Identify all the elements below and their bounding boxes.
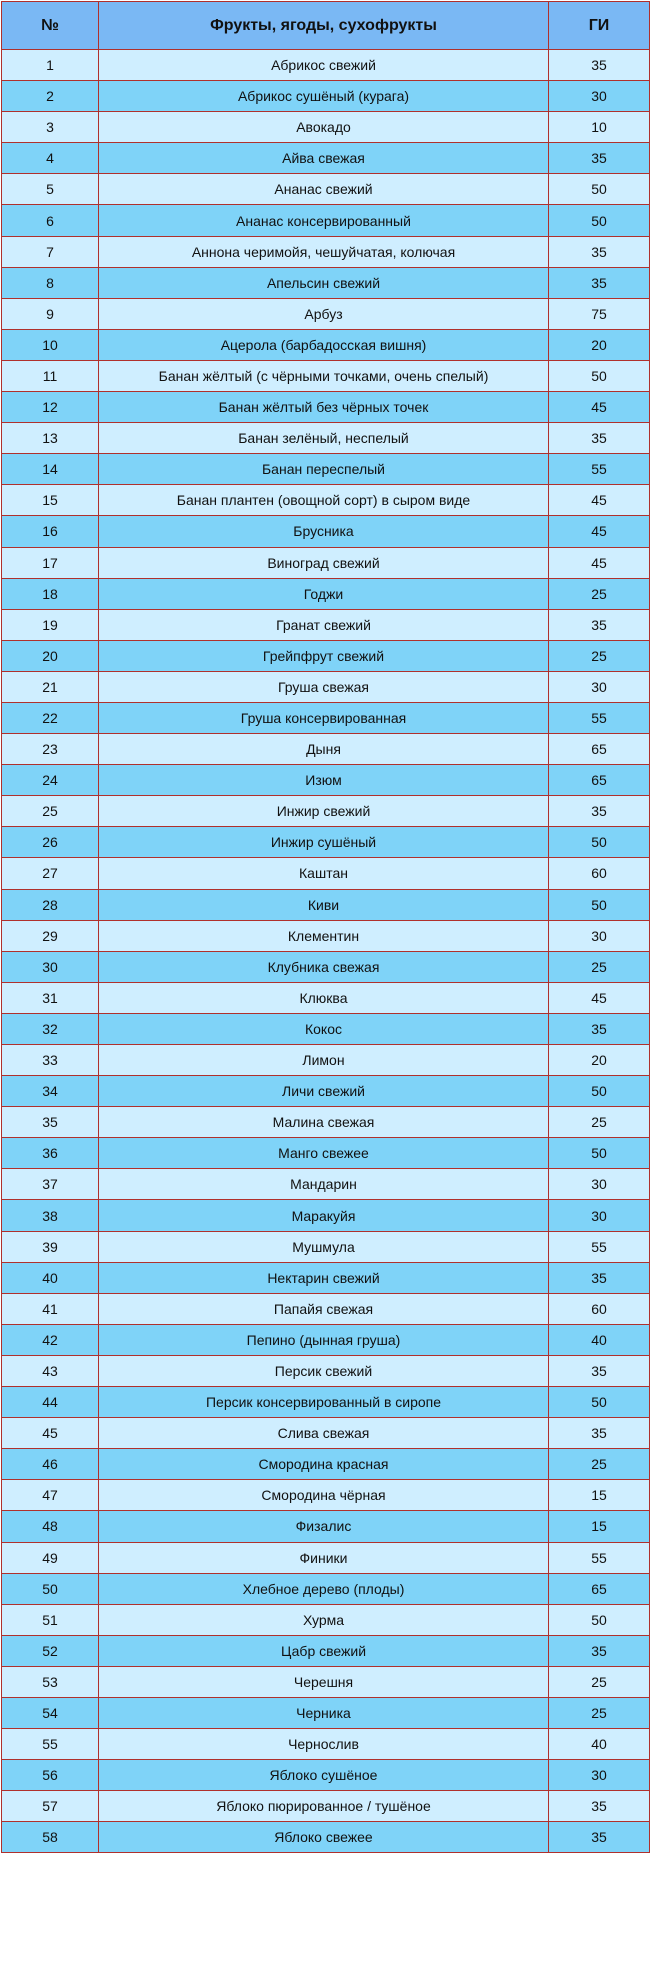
cell-product-name: Персик консервированный в сиропе: [99, 1387, 549, 1418]
cell-number: 35: [2, 1107, 99, 1138]
cell-glycemic-index: 15: [549, 1480, 650, 1511]
table-row: [2, 1418, 650, 1449]
cell-number: 6: [2, 205, 99, 236]
table-row: [2, 734, 650, 765]
cell-number: 50: [2, 1573, 99, 1604]
cell-number: 45: [2, 1418, 99, 1449]
cell-product-name: Лимон: [99, 1045, 549, 1076]
cell-number: 32: [2, 1013, 99, 1044]
cell-number: 39: [2, 1231, 99, 1262]
cell-glycemic-index: 55: [549, 1542, 650, 1573]
cell-product-name: Личи свежий: [99, 1076, 549, 1107]
header-glycemic-index: ГИ: [549, 2, 650, 50]
cell-glycemic-index: 40: [549, 1324, 650, 1355]
cell-number: 31: [2, 982, 99, 1013]
header-number: №: [2, 2, 99, 50]
cell-glycemic-index: 35: [549, 1355, 650, 1386]
cell-glycemic-index: 45: [549, 982, 650, 1013]
cell-product-name: Маракуйя: [99, 1200, 549, 1231]
cell-number: 56: [2, 1760, 99, 1791]
cell-number: 30: [2, 951, 99, 982]
table-row: [2, 1480, 650, 1511]
cell-number: 36: [2, 1138, 99, 1169]
table-row: [2, 516, 650, 547]
table-row: [2, 547, 650, 578]
cell-product-name: Киви: [99, 889, 549, 920]
table-row: [2, 1013, 650, 1044]
cell-product-name: Ананас консервированный: [99, 205, 549, 236]
cell-number: 4: [2, 143, 99, 174]
cell-glycemic-index: 50: [549, 1138, 650, 1169]
cell-glycemic-index: 75: [549, 298, 650, 329]
cell-glycemic-index: 65: [549, 734, 650, 765]
table-row: [2, 1822, 650, 1853]
cell-glycemic-index: 30: [549, 1200, 650, 1231]
table-row: [2, 174, 650, 205]
table-row: [2, 1107, 650, 1138]
table-row: [2, 1666, 650, 1697]
cell-product-name: Слива свежая: [99, 1418, 549, 1449]
table-row: [2, 50, 650, 81]
cell-product-name: Черника: [99, 1697, 549, 1728]
table-row: [2, 392, 650, 423]
cell-glycemic-index: 30: [549, 671, 650, 702]
cell-product-name: Клубника свежая: [99, 951, 549, 982]
cell-glycemic-index: 25: [549, 640, 650, 671]
cell-number: 52: [2, 1635, 99, 1666]
cell-product-name: Банан жёлтый (с чёрными точками, очень спелый): [99, 360, 549, 391]
table-row: [2, 1231, 650, 1262]
cell-product-name: Клюква: [99, 982, 549, 1013]
table-row: [2, 671, 650, 702]
cell-number: 2: [2, 81, 99, 112]
table-row: [2, 205, 650, 236]
table-row: [2, 1604, 650, 1635]
table-row: [2, 485, 650, 516]
cell-glycemic-index: 50: [549, 1076, 650, 1107]
cell-product-name: Арбуз: [99, 298, 549, 329]
table-row: [2, 1729, 650, 1760]
table-row: [2, 1045, 650, 1076]
cell-number: 9: [2, 298, 99, 329]
cell-product-name: Абрикос свежий: [99, 50, 549, 81]
cell-glycemic-index: 50: [549, 889, 650, 920]
table-body: [2, 50, 650, 1853]
cell-glycemic-index: 25: [549, 1107, 650, 1138]
cell-number: 13: [2, 423, 99, 454]
cell-glycemic-index: 50: [549, 1604, 650, 1635]
table-row: [2, 765, 650, 796]
cell-number: 43: [2, 1355, 99, 1386]
cell-product-name: Айва свежая: [99, 143, 549, 174]
cell-glycemic-index: 15: [549, 1511, 650, 1542]
cell-product-name: Хурма: [99, 1604, 549, 1635]
cell-number: 53: [2, 1666, 99, 1697]
cell-number: 19: [2, 609, 99, 640]
cell-product-name: Цабр свежий: [99, 1635, 549, 1666]
cell-product-name: Манго свежее: [99, 1138, 549, 1169]
cell-product-name: Чернослив: [99, 1729, 549, 1760]
cell-product-name: Виноград свежий: [99, 547, 549, 578]
cell-glycemic-index: 55: [549, 702, 650, 733]
header-product-name: Фрукты, ягоды, сухофрукты: [99, 2, 549, 50]
table-row: [2, 1542, 650, 1573]
table-row: [2, 609, 650, 640]
cell-number: 37: [2, 1169, 99, 1200]
cell-glycemic-index: 45: [549, 485, 650, 516]
cell-product-name: Каштан: [99, 858, 549, 889]
cell-number: 23: [2, 734, 99, 765]
cell-glycemic-index: 35: [549, 1418, 650, 1449]
cell-number: 17: [2, 547, 99, 578]
cell-number: 54: [2, 1697, 99, 1728]
cell-product-name: Инжир свежий: [99, 796, 549, 827]
cell-number: 34: [2, 1076, 99, 1107]
cell-number: 58: [2, 1822, 99, 1853]
cell-number: 21: [2, 671, 99, 702]
cell-product-name: Ананас свежий: [99, 174, 549, 205]
cell-number: 22: [2, 702, 99, 733]
table-row: [2, 951, 650, 982]
cell-glycemic-index: 45: [549, 547, 650, 578]
cell-glycemic-index: 60: [549, 858, 650, 889]
cell-glycemic-index: 50: [549, 827, 650, 858]
cell-glycemic-index: 35: [549, 1635, 650, 1666]
table-row: [2, 360, 650, 391]
cell-glycemic-index: 50: [549, 174, 650, 205]
cell-number: 8: [2, 267, 99, 298]
cell-glycemic-index: 35: [549, 796, 650, 827]
table-row: [2, 1324, 650, 1355]
cell-product-name: Брусника: [99, 516, 549, 547]
cell-number: 26: [2, 827, 99, 858]
cell-glycemic-index: 35: [549, 609, 650, 640]
cell-glycemic-index: 35: [549, 1013, 650, 1044]
cell-product-name: Апельсин свежий: [99, 267, 549, 298]
cell-glycemic-index: 35: [549, 1262, 650, 1293]
cell-number: 18: [2, 578, 99, 609]
cell-glycemic-index: 25: [549, 951, 650, 982]
cell-product-name: Малина свежая: [99, 1107, 549, 1138]
cell-product-name: Персик свежий: [99, 1355, 549, 1386]
cell-number: 25: [2, 796, 99, 827]
table-row: [2, 1293, 650, 1324]
cell-product-name: Смородина чёрная: [99, 1480, 549, 1511]
cell-product-name: Мандарин: [99, 1169, 549, 1200]
table-row: [2, 578, 650, 609]
cell-glycemic-index: 60: [549, 1293, 650, 1324]
cell-product-name: Пепино (дынная груша): [99, 1324, 549, 1355]
table-row: [2, 236, 650, 267]
cell-product-name: Нектарин свежий: [99, 1262, 549, 1293]
cell-number: 7: [2, 236, 99, 267]
cell-glycemic-index: 50: [549, 205, 650, 236]
glycemic-index-table: [1, 1, 650, 1853]
cell-product-name: Гранат свежий: [99, 609, 549, 640]
cell-glycemic-index: 55: [549, 1231, 650, 1262]
cell-number: 5: [2, 174, 99, 205]
cell-number: 27: [2, 858, 99, 889]
table-row: [2, 640, 650, 671]
cell-product-name: Инжир сушёный: [99, 827, 549, 858]
cell-glycemic-index: 25: [549, 1666, 650, 1697]
table-row: [2, 1449, 650, 1480]
cell-glycemic-index: 35: [549, 236, 650, 267]
cell-product-name: Изюм: [99, 765, 549, 796]
cell-number: 55: [2, 1729, 99, 1760]
table-row: [2, 1355, 650, 1386]
cell-glycemic-index: 25: [549, 578, 650, 609]
table-row: [2, 1760, 650, 1791]
cell-number: 14: [2, 454, 99, 485]
table-row: [2, 1573, 650, 1604]
cell-glycemic-index: 30: [549, 1169, 650, 1200]
table-row: [2, 267, 650, 298]
cell-number: 51: [2, 1604, 99, 1635]
cell-product-name: Грейпфрут свежий: [99, 640, 549, 671]
cell-product-name: Яблоко пюрированное / тушёное: [99, 1791, 549, 1822]
table-row: [2, 1200, 650, 1231]
table-row: [2, 920, 650, 951]
table-row: [2, 1791, 650, 1822]
cell-number: 44: [2, 1387, 99, 1418]
cell-glycemic-index: 35: [549, 1791, 650, 1822]
cell-glycemic-index: 25: [549, 1449, 650, 1480]
cell-number: 10: [2, 329, 99, 360]
table-row: [2, 1169, 650, 1200]
cell-number: 57: [2, 1791, 99, 1822]
cell-glycemic-index: 30: [549, 920, 650, 951]
cell-number: 16: [2, 516, 99, 547]
cell-glycemic-index: 20: [549, 1045, 650, 1076]
cell-product-name: Груша свежая: [99, 671, 549, 702]
table-row: [2, 1697, 650, 1728]
table-header-row: [2, 2, 650, 50]
cell-number: 48: [2, 1511, 99, 1542]
cell-glycemic-index: 30: [549, 81, 650, 112]
table-row: [2, 112, 650, 143]
cell-glycemic-index: 40: [549, 1729, 650, 1760]
cell-number: 29: [2, 920, 99, 951]
cell-product-name: Смородина красная: [99, 1449, 549, 1480]
cell-glycemic-index: 30: [549, 1760, 650, 1791]
table-row: [2, 329, 650, 360]
cell-glycemic-index: 65: [549, 1573, 650, 1604]
cell-product-name: Банан зелёный, неспелый: [99, 423, 549, 454]
cell-number: 47: [2, 1480, 99, 1511]
cell-product-name: Кокос: [99, 1013, 549, 1044]
cell-number: 1: [2, 50, 99, 81]
cell-number: 28: [2, 889, 99, 920]
cell-product-name: Клементин: [99, 920, 549, 951]
cell-product-name: Физалис: [99, 1511, 549, 1542]
table-row: [2, 702, 650, 733]
table-row: [2, 982, 650, 1013]
cell-glycemic-index: 35: [549, 50, 650, 81]
cell-glycemic-index: 50: [549, 1387, 650, 1418]
cell-product-name: Яблоко сушёное: [99, 1760, 549, 1791]
cell-number: 46: [2, 1449, 99, 1480]
table-row: [2, 423, 650, 454]
cell-product-name: Ацерола (барбадосская вишня): [99, 329, 549, 360]
cell-number: 38: [2, 1200, 99, 1231]
cell-product-name: Годжи: [99, 578, 549, 609]
cell-number: 11: [2, 360, 99, 391]
cell-glycemic-index: 25: [549, 1697, 650, 1728]
table-row: [2, 298, 650, 329]
table-row: [2, 1387, 650, 1418]
cell-product-name: Хлебное дерево (плоды): [99, 1573, 549, 1604]
cell-number: 12: [2, 392, 99, 423]
cell-glycemic-index: 35: [549, 267, 650, 298]
table-row: [2, 858, 650, 889]
cell-product-name: Финики: [99, 1542, 549, 1573]
table-row: [2, 827, 650, 858]
table-row: [2, 143, 650, 174]
table-row: [2, 1138, 650, 1169]
cell-product-name: Банан жёлтый без чёрных точек: [99, 392, 549, 423]
cell-product-name: Груша консервированная: [99, 702, 549, 733]
cell-glycemic-index: 20: [549, 329, 650, 360]
cell-glycemic-index: 50: [549, 360, 650, 391]
cell-glycemic-index: 45: [549, 392, 650, 423]
table-row: [2, 1635, 650, 1666]
table-row: [2, 454, 650, 485]
table-row: [2, 1076, 650, 1107]
cell-number: 33: [2, 1045, 99, 1076]
table-row: [2, 81, 650, 112]
table-row: [2, 1262, 650, 1293]
cell-product-name: Авокадо: [99, 112, 549, 143]
table-row: [2, 889, 650, 920]
cell-product-name: Дыня: [99, 734, 549, 765]
table-row: [2, 1511, 650, 1542]
cell-product-name: Банан переспелый: [99, 454, 549, 485]
cell-glycemic-index: 35: [549, 143, 650, 174]
cell-product-name: Яблоко свежее: [99, 1822, 549, 1853]
cell-product-name: Черешня: [99, 1666, 549, 1697]
cell-number: 3: [2, 112, 99, 143]
cell-number: 15: [2, 485, 99, 516]
cell-product-name: Банан плантен (овощной сорт) в сыром виде: [99, 485, 549, 516]
cell-number: 49: [2, 1542, 99, 1573]
cell-product-name: Мушмула: [99, 1231, 549, 1262]
table-row: [2, 796, 650, 827]
cell-glycemic-index: 55: [549, 454, 650, 485]
cell-glycemic-index: 35: [549, 423, 650, 454]
cell-product-name: Абрикос сушёный (курага): [99, 81, 549, 112]
cell-glycemic-index: 35: [549, 1822, 650, 1853]
cell-number: 42: [2, 1324, 99, 1355]
cell-product-name: Папайя свежая: [99, 1293, 549, 1324]
cell-product-name: Аннона черимойя, чешуйчатая, колючая: [99, 236, 549, 267]
cell-glycemic-index: 65: [549, 765, 650, 796]
cell-number: 20: [2, 640, 99, 671]
cell-number: 24: [2, 765, 99, 796]
cell-glycemic-index: 10: [549, 112, 650, 143]
cell-glycemic-index: 45: [549, 516, 650, 547]
cell-number: 41: [2, 1293, 99, 1324]
cell-number: 40: [2, 1262, 99, 1293]
